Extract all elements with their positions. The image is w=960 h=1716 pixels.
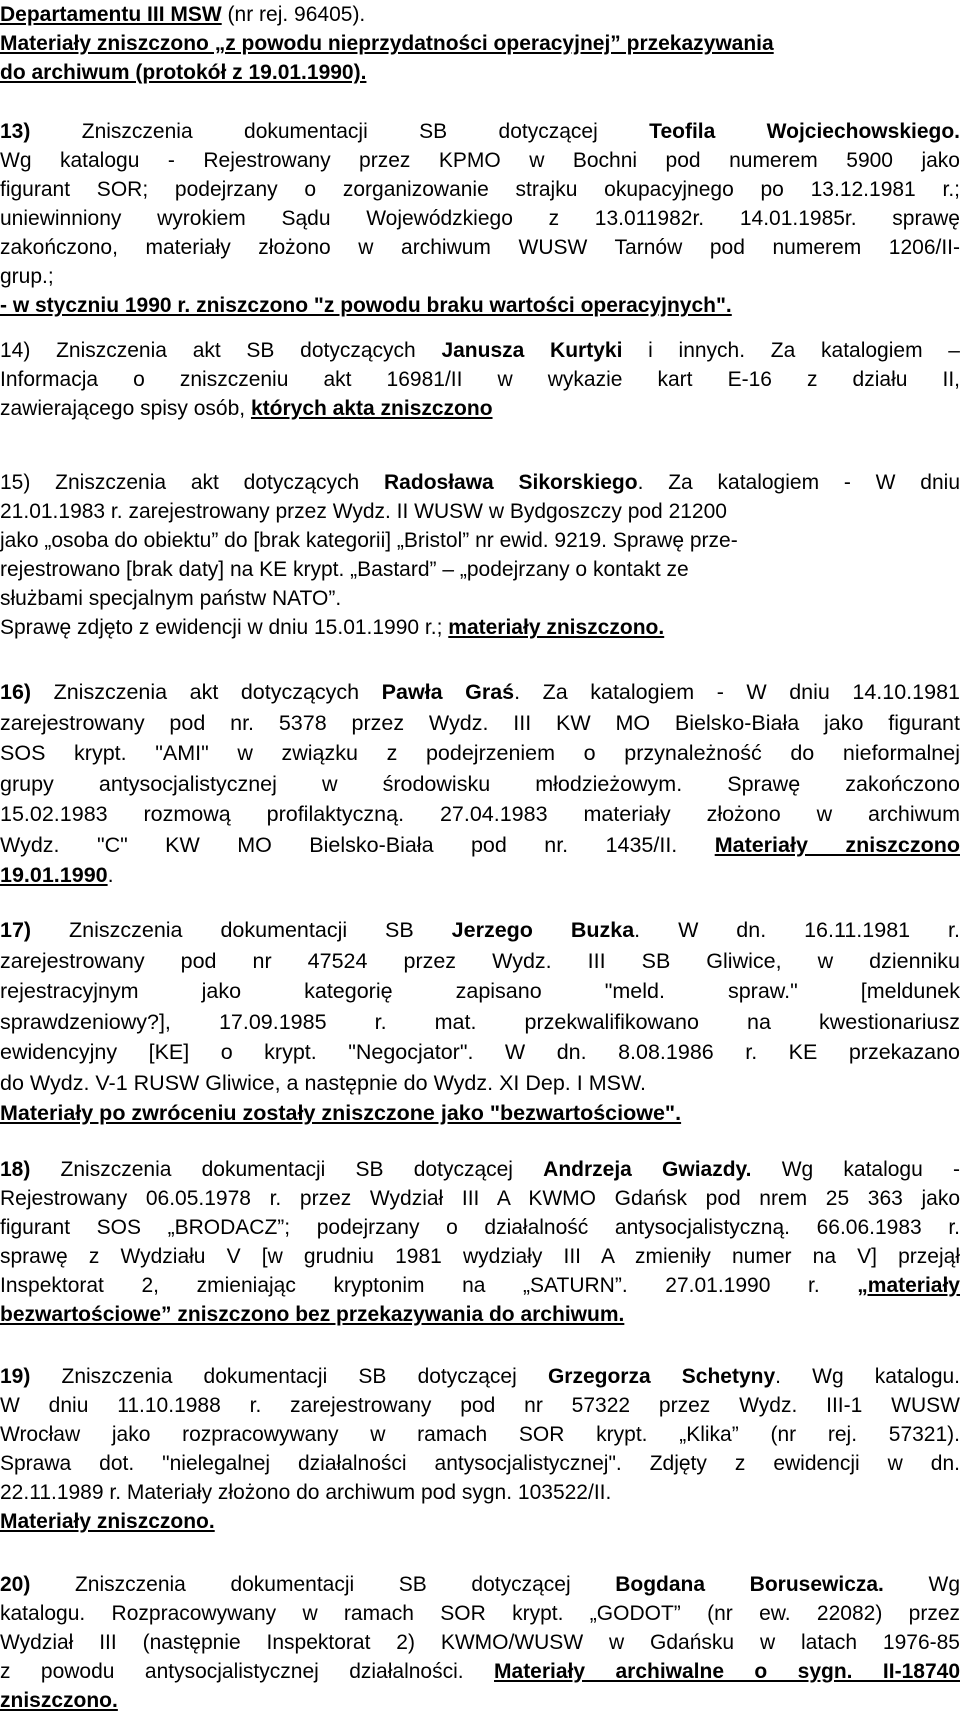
text-line: Wrocław jako rozpracowywany w ramach SOR krypt. „Klika” (nr rej. 57321). xyxy=(0,1423,960,1446)
text-line: zniszczono. xyxy=(0,1689,118,1712)
text-span: Zniszczenia dokumentacji SB dotyczącej xyxy=(30,1365,548,1388)
text-line: figurant SOR; podejrzany o zorganizowanie strajku okupacyjnego po 13.12.1981 r.; xyxy=(0,178,960,201)
text-line: rejestrowano [brak daty] na KE krypt. „Bastard” – „podejrzany o kontakt ze xyxy=(0,558,689,581)
text-span: Sprawę zdjęto z ewidencji w dniu 15.01.1990 r.; xyxy=(0,616,449,639)
emphasis-text: 19.01.1990 xyxy=(0,863,108,887)
text-line: Materiały po zwróceniu zostały zniszczone jako "bezwartościowe". xyxy=(0,1101,682,1125)
text-line: jako „osoba do obiektu” do [brak kategorii] „Bristol” nr ewid. 9219. Sprawę prze- xyxy=(0,529,738,552)
text-span: . W dn. 16.11.1981 r. xyxy=(634,918,960,942)
text-span: Zniszczenia akt dotyczących xyxy=(31,680,382,704)
person-name: Radosława Sikorskiego xyxy=(384,471,638,494)
text-line: Rejestrowany 06.05.1978 r. przez Wydział III A KWMO Gdańsk pod nrem 25 363 jako xyxy=(0,1187,960,1210)
text-span: zawierającego spisy osób, xyxy=(0,397,251,420)
item-number: 17) xyxy=(0,918,32,942)
text-line: służbami specjalnym państw NATO”. xyxy=(0,587,342,610)
text-line: - w styczniu 1990 r. zniszczono "z powodu braku wartości operacyjnych". xyxy=(0,294,732,317)
text-line xyxy=(0,336,960,365)
item-number: 15) xyxy=(0,471,31,494)
text-span: Wydz. "C" KW MO Bielsko-Biała pod nr. 1435/II. xyxy=(0,832,715,857)
text-line: Materiały zniszczono. xyxy=(0,1510,215,1533)
text-line: bezwartościowe” zniszczono bez przekazywania do archiwum. xyxy=(0,1303,625,1326)
text-span: . xyxy=(107,863,114,887)
person-name: Janusza Kurtyki xyxy=(441,339,623,362)
text-span: Zniszczenia dokumentacji SB dotyczącej xyxy=(30,120,650,143)
text-line: 21.01.1983 r. zarejestrowany przez Wydz. II WUSW w Bydgoszczy pod 21200 xyxy=(0,500,727,523)
text-line xyxy=(0,1155,960,1184)
registry-number: (nr rej. 96405). xyxy=(221,3,366,26)
text-span: Zniszczenia akt dotyczących xyxy=(30,471,385,494)
emphasis-text: Materiały archiwalne o sygn. II-18740 xyxy=(494,1660,960,1683)
text-line: figurant SOS „BRODACZ”; podejrzany o działalność antysocjalistyczną. 66.06.1983 r. xyxy=(0,1216,960,1239)
text-line xyxy=(0,468,960,497)
text-line: Informacja o zniszczeniu akt 16981/II w wykazie kart E-16 z działu II, xyxy=(0,368,960,391)
intro-paragraph xyxy=(0,0,960,87)
text-line: zakończono, materiały złożono w archiwum WUSW Tarnów pod numerem 1206/II- xyxy=(0,236,960,259)
item-number: 19) xyxy=(0,1365,31,1388)
emphasis-text: „materiały xyxy=(857,1274,960,1297)
person-name: Bogdana Borusewicza. xyxy=(615,1573,884,1596)
text-span: . Wg katalogu. xyxy=(775,1365,960,1388)
person-name: Grzegorza Schetyny xyxy=(547,1365,776,1388)
text-span: Wg katalogu - xyxy=(751,1158,960,1181)
text-line xyxy=(0,1570,960,1599)
text-line: SOS krypt. "AMI" w związku z podejrzeniem o przynależność do nieformalnej xyxy=(0,741,960,765)
person-name: Teofila Wojciechowskiego. xyxy=(649,120,960,143)
text-line: ewidencyjny [KE] o krypt. "Negocjator". W dn. 8.08.1986 r. KE przekazano xyxy=(0,1040,960,1064)
item-15-paragraph xyxy=(0,468,960,642)
text-span: Zniszczenia dokumentacji SB dotyczącej xyxy=(30,1573,616,1596)
text-line xyxy=(0,0,960,29)
text-span: Inspektorat 2, zmieniając kryptonim na „SATURN”. 27.01.1990 r. xyxy=(0,1274,858,1297)
text-line xyxy=(0,1271,960,1300)
text-line: 22.11.1989 r. Materiały złożono do archiwum pod sygn. 103522/II. xyxy=(0,1481,612,1504)
text-span: Zniszczenia akt SB dotyczących xyxy=(30,339,442,362)
text-span: z powodu antysocjalistycznej działalności. xyxy=(0,1660,495,1683)
text-line: Sprawa dot. "nielegalnej działalności antysocjalistycznej". Zdjęty z ewidencji w dn. xyxy=(0,1452,960,1475)
item-13-paragraph xyxy=(0,117,960,320)
item-number: 18) xyxy=(0,1158,31,1181)
text-line xyxy=(0,117,960,146)
item-number: 14) xyxy=(0,339,31,362)
item-number: 13) xyxy=(0,120,31,143)
text-span: . Za katalogiem - W dniu xyxy=(637,471,960,494)
text-line: Wg katalogu - Rejestrowany przez KPMO w Bochni pod numerem 5900 jako xyxy=(0,149,960,172)
item-18-paragraph xyxy=(0,1155,960,1329)
text-line xyxy=(0,677,960,708)
item-number: 20) xyxy=(0,1573,31,1596)
text-span: Zniszczenia dokumentacji SB xyxy=(31,918,452,942)
text-line xyxy=(0,613,960,642)
text-line xyxy=(0,1657,960,1686)
text-line xyxy=(0,860,960,891)
text-line: grup.; xyxy=(0,265,54,288)
person-name: Pawła Graś xyxy=(381,680,515,704)
department-ref: Departamentu III MSW xyxy=(0,3,222,26)
text-line: zarejestrowany pod nr. 5378 przez Wydz. III KW MO Bielsko-Biała jako figurant xyxy=(0,710,960,735)
text-line: uniewinniony wyrokiem Sądu Wojewódzkiego z 13.011982r. 14.01.1985r. sprawę xyxy=(0,207,960,230)
text-span: Wg xyxy=(883,1573,960,1596)
text-line xyxy=(0,915,960,946)
text-line: W dniu 11.10.1988 r. zarejestrowany pod nr 57322 przez Wydz. III-1 WUSW xyxy=(0,1394,960,1417)
person-name: Jerzego Buzka xyxy=(451,918,635,942)
text-span: Zniszczenia dokumentacji SB dotyczącej xyxy=(30,1158,544,1181)
emphasis-text: których akta zniszczono xyxy=(250,397,493,420)
emphasis-text: Materiały zniszczono xyxy=(714,832,960,857)
item-19-paragraph xyxy=(0,1362,960,1536)
text-line: grupy antysocjalistycznej w środowisku młodzieżowym. Sprawę zakończono xyxy=(0,771,960,796)
person-name: Andrzeja Gwiazdy. xyxy=(543,1158,752,1181)
item-14-paragraph xyxy=(0,336,960,423)
text-line: katalogu. Rozpracowywany w ramach SOR krypt. „GODOT” (nr ew. 22082) przez xyxy=(0,1602,960,1625)
text-line: do Wydz. V-1 RUSW Gliwice, a następnie do Wydz. XI Dep. I MSW. xyxy=(0,1070,647,1095)
item-20-paragraph xyxy=(0,1570,960,1715)
item-16-paragraph xyxy=(0,677,960,891)
text-line: do archiwum (protokół z 19.01.1990). xyxy=(0,61,367,84)
text-line: Materiały zniszczono „z powodu nieprzydatności operacyjnej” przekazywania xyxy=(0,32,774,55)
text-line: rejestracyjnym jako kategorię zapisano "meld. spraw." [meldunek xyxy=(0,979,960,1003)
text-line xyxy=(0,394,960,423)
text-line: 15.02.1983 rozmową profilaktyczną. 27.04.1983 materiały złożono w archiwum xyxy=(0,802,960,826)
text-line: Wydział III (następnie Inspektorat 2) KWMO/WUSW w Gdańsku w latach 1976-85 xyxy=(0,1631,960,1654)
text-line xyxy=(0,830,960,861)
text-line xyxy=(0,1362,960,1391)
item-number: 16) xyxy=(0,680,32,704)
emphasis-text: materiały zniszczono. xyxy=(448,616,665,639)
item-17-paragraph xyxy=(0,915,960,1129)
text-line: sprawę z Wydziału V [w grudniu 1981 wydziały III A zmieniły numer na V] przejął xyxy=(0,1245,960,1268)
text-line: zarejestrowany pod nr 47524 przez Wydz. III SB Gliwice, w dzienniku xyxy=(0,948,960,973)
text-span: i innych. Za katalogiem – xyxy=(622,339,960,362)
text-line: sprawdzeniowy?], 17.09.1985 r. mat. przekwalifikowano na kwestionariusz xyxy=(0,1009,960,1034)
text-span: . Za katalogiem - W dniu 14.10.1981 xyxy=(514,680,960,704)
